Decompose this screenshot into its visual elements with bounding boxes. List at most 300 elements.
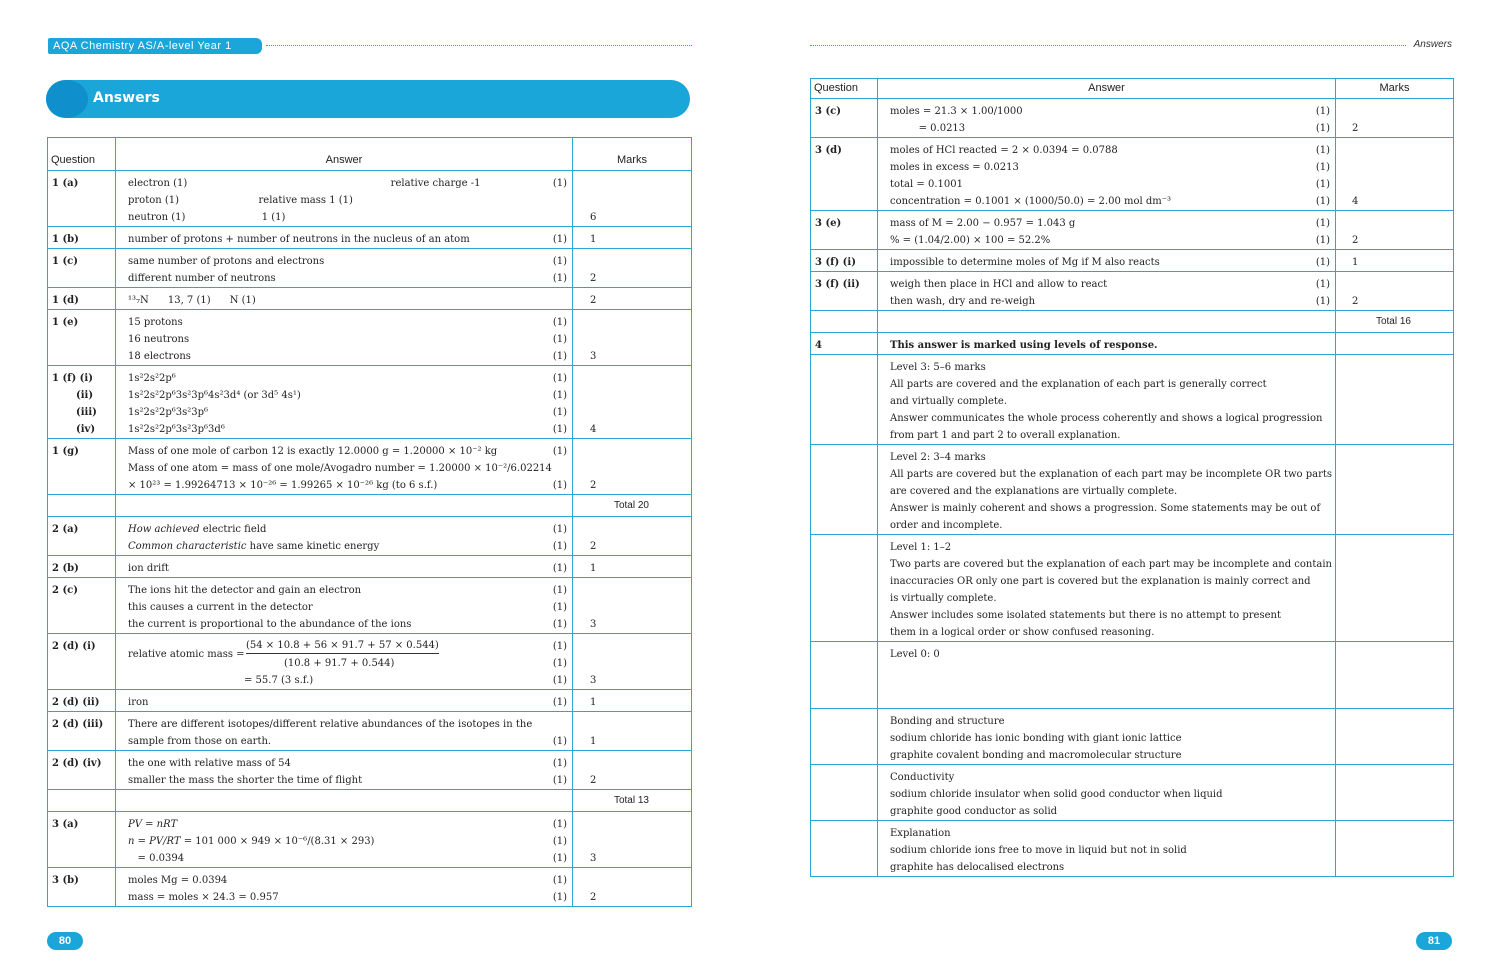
answer-text-body: this causes a current in the detector [128, 602, 313, 613]
header-dotted-rule [266, 45, 692, 46]
answer-cell [116, 171, 573, 227]
table-row [48, 227, 692, 249]
answer-cell [116, 751, 573, 790]
question-cell [811, 333, 878, 355]
marks-value [1336, 337, 1453, 354]
answer-text [890, 176, 963, 193]
question-cell [811, 99, 878, 138]
answer-text-body: Level 2: 3–4 marks [890, 452, 986, 463]
answer-cell [116, 227, 573, 249]
answer-line [116, 331, 572, 348]
answer-text [890, 483, 1177, 500]
mark-allocation: (1) [552, 736, 567, 747]
marks-cell [573, 366, 692, 439]
answer-text-body: electron (1) relative charge -1 [128, 178, 481, 189]
answer-cell [878, 821, 1336, 877]
mark-allocation: (1) [552, 641, 567, 652]
question-cell [811, 765, 878, 821]
answer-text [128, 755, 291, 772]
marks-value [573, 253, 691, 270]
answer-line [116, 443, 572, 460]
answer-text-body: 1s²2s²2p⁶3s²3p⁶3d⁶ [128, 424, 225, 435]
table-row [48, 751, 692, 790]
answer-line [116, 616, 572, 633]
answer-italic: n = PV/RT [128, 836, 181, 847]
answers-table-right [810, 78, 1454, 877]
answer-text [890, 466, 1332, 483]
answer-text [128, 872, 227, 889]
answer-line [878, 786, 1335, 803]
marks-value: 6 [590, 212, 597, 223]
answer-text [128, 231, 470, 248]
answer-text-body: from part 1 and part 2 to overall explanation. [890, 430, 1121, 441]
answer-text [890, 103, 1023, 120]
answer-text-body: Answer includes some isolated statements but there is no attempt to present [890, 610, 1281, 621]
answer-text [890, 786, 1223, 803]
marks-value [573, 599, 691, 616]
marks-value: 2 [1352, 235, 1359, 246]
answer-line [878, 663, 1335, 680]
marks-cell [1336, 535, 1454, 642]
marks-value: 1 [590, 697, 597, 708]
answer-cell [116, 249, 573, 288]
answer-line [116, 889, 572, 906]
question-cell [48, 556, 116, 578]
marks-column-header: Marks [573, 138, 692, 171]
answer-text-body: 15 protons [128, 317, 183, 328]
answer-text [128, 348, 191, 365]
answer-line [116, 582, 572, 599]
mark-allocation: (1) [552, 256, 567, 267]
answer-text-body: sodium chloride ions free to move in liquid but not in solid [890, 845, 1187, 856]
question-cell [48, 812, 116, 868]
mark-allocation: (1) [552, 563, 567, 574]
answer-line [878, 176, 1335, 193]
marks-cell [1336, 642, 1454, 709]
table-row [811, 535, 1454, 642]
answer-line [116, 387, 572, 404]
mark-allocation: (1) [1315, 179, 1330, 190]
question-cell [811, 535, 878, 642]
mark-allocation: (1) [552, 273, 567, 284]
answers-banner [46, 80, 690, 118]
answer-line [878, 680, 1335, 697]
question-number: 1 (b) [52, 234, 79, 245]
answer-line [116, 850, 572, 867]
answer-text [128, 370, 176, 387]
answer-line [116, 231, 572, 248]
marks-cell [1336, 272, 1454, 311]
question-number: 3 (e) [815, 218, 842, 229]
answer-text [890, 500, 1320, 517]
answer-text-body: % = (1.04/2.00) × 100 = 52.2% [890, 235, 1051, 246]
marks-value [573, 638, 691, 655]
answer-text [128, 694, 148, 711]
mark-allocation: (1) [552, 619, 567, 630]
marks-cell [1336, 445, 1454, 535]
answer-line [116, 655, 572, 672]
answer-line [878, 483, 1335, 500]
answer-text-body: Conductivity [890, 772, 955, 783]
answer-text-body: same number of protons and electrons [128, 256, 325, 267]
question-cell [48, 690, 116, 712]
table-row [48, 634, 692, 690]
mark-allocation: (1) [552, 524, 567, 535]
answer-cell [878, 99, 1336, 138]
answer-line [116, 253, 572, 270]
header-dotted-rule [810, 45, 1406, 46]
answer-cell [116, 310, 573, 366]
answer-text [890, 539, 951, 556]
mark-allocation: (1) [552, 334, 567, 345]
mark-allocation: (1) [552, 351, 567, 362]
answer-cell [116, 578, 573, 634]
answer-line [116, 370, 572, 387]
section-title: Answers [93, 90, 160, 106]
answer-line [878, 747, 1335, 764]
answer-cell [878, 272, 1336, 311]
marks-value: 2 [1352, 296, 1359, 307]
marks-value [1336, 159, 1453, 176]
answer-text-body: iron [128, 697, 149, 708]
fraction-denominator: (10.8 + 91.7 + 0.544) [284, 658, 395, 669]
fraction-numerator: (54 × 10.8 + 56 × 91.7 + 57 × 0.544) [246, 638, 439, 654]
answer-line [116, 292, 572, 309]
marks-value: 2 [590, 892, 597, 903]
answer-cell [878, 211, 1336, 250]
marks-cell [1336, 211, 1454, 250]
mark-allocation: (1) [552, 390, 567, 401]
answer-text [128, 460, 552, 477]
marks-value: 3 [590, 619, 597, 630]
marks-value [573, 716, 691, 733]
marks-value [573, 370, 691, 387]
answer-cell [116, 868, 573, 907]
answer-text-body: 1s²2s²2p⁶3s²3p⁶4s²3d⁴ (or 3d⁵ 4s¹) [128, 390, 301, 401]
marks-value [1336, 769, 1453, 786]
answer-text [890, 449, 986, 466]
mark-allocation: (1) [1315, 257, 1330, 268]
question-cell [48, 634, 116, 690]
table-row [48, 812, 692, 868]
running-head: Answers [1413, 39, 1452, 50]
mark-allocation: (1) [552, 407, 567, 418]
question-number: 3 (f) (i) [815, 257, 856, 268]
marks-cell [573, 171, 692, 227]
answer-text-body: There are different isotopes/different relative abundances of the isotopes in the [128, 719, 533, 730]
question-number [815, 539, 877, 556]
answer-line [878, 825, 1335, 842]
answer-text [128, 816, 177, 833]
marks-value [573, 192, 691, 209]
marks-cell [1336, 765, 1454, 821]
answer-text-body: moles of HCl reacted = 2 × 0.0394 = 0.0788 [890, 145, 1118, 156]
answer-text-body: total = 0.1001 [890, 179, 963, 190]
answer-text [890, 825, 951, 842]
marks-cell [1336, 250, 1454, 272]
answer-text-body: them in a logical order or show confused reasoning. [890, 627, 1155, 638]
mark-allocation: (1) [552, 373, 567, 384]
marks-cell [573, 578, 692, 634]
answer-line [878, 103, 1335, 120]
answer-text [890, 215, 1075, 232]
mark-allocation: (1) [552, 446, 567, 457]
mark-allocation: (1) [552, 775, 567, 786]
marks-cell [573, 227, 692, 249]
page-number-right: 81 [1416, 932, 1452, 950]
marks-value: 3 [590, 351, 597, 362]
marks-value [1336, 713, 1453, 730]
marks-cell [573, 288, 692, 310]
answer-text-body: graphite good conductor as solid [890, 806, 1058, 817]
answer-cell [116, 634, 573, 690]
answer-text [128, 772, 362, 789]
answer-text [890, 232, 1050, 249]
answer-text-body: moles = 21.3 × 1.00/1000 [890, 106, 1023, 117]
marks-value [573, 755, 691, 772]
answer-text-body: moles in excess = 0.0213 [890, 162, 1019, 173]
question-subpart: (ii) [76, 390, 94, 401]
answer-text-body: weigh then place in HCl and allow to react [890, 279, 1108, 290]
marks-cell [1336, 709, 1454, 765]
question-number: 1 (c) [52, 256, 78, 267]
answer-column-header: Answer [116, 138, 573, 171]
answer-cell [116, 366, 573, 439]
answer-text [890, 120, 965, 137]
answer-text-body: ion drift [128, 563, 169, 574]
answer-text-body: then wash, dry and re-weigh [890, 296, 1036, 307]
mark-allocation: (1) [1315, 123, 1330, 134]
answer-text [890, 730, 1182, 747]
table-row [811, 642, 1454, 709]
answer-text-body: sodium chloride insulator when solid good conductor when liquid [890, 789, 1223, 800]
answer-line [878, 500, 1335, 517]
answer-cell [116, 439, 573, 495]
answer-text-body: 18 electrons [128, 351, 191, 362]
answer-line [878, 337, 1335, 354]
question-cell [811, 250, 878, 272]
answer-text [890, 590, 997, 607]
question-number: 3 (f) (ii) [815, 279, 860, 290]
mark-allocation: (1) [552, 317, 567, 328]
answer-line [878, 159, 1335, 176]
answer-text-body: and virtually complete. [890, 396, 1007, 407]
question-cell [811, 709, 878, 765]
answer-text-body: are covered and the explanations are virtually complete. [890, 486, 1178, 497]
answer-text-body: impossible to determine moles of Mg if M also reacts [890, 257, 1160, 268]
mark-allocation: (1) [552, 853, 567, 864]
answer-text-body: concentration = 0.1001 × (1000/50.0) = 2.00 mol dm⁻³ [890, 196, 1172, 207]
answer-line [116, 175, 572, 192]
answer-text [128, 314, 183, 331]
answer-line [878, 646, 1335, 663]
marks-cell [573, 310, 692, 366]
answer-line [878, 449, 1335, 466]
answer-text [890, 359, 986, 376]
question-subpart: (iii) [76, 407, 97, 418]
answer-text-body: All parts are covered but the explanation of each part may be incomplete OR two parts [890, 469, 1333, 480]
answer-line [116, 560, 572, 577]
answer-cell [116, 712, 573, 751]
question-cell [811, 272, 878, 311]
answer-text [128, 192, 353, 209]
question-cell [811, 211, 878, 250]
table-row [811, 272, 1454, 311]
marks-value [573, 314, 691, 331]
question-cell [811, 355, 878, 445]
marks-value [1336, 539, 1453, 556]
answer-line [116, 521, 572, 538]
answer-line [878, 232, 1335, 249]
answer-line [878, 590, 1335, 607]
question-number: 2 (d) (iv) [52, 758, 102, 769]
question-cell [48, 310, 116, 366]
answer-text-body: mass = moles × 24.3 = 0.957 [128, 892, 279, 903]
answer-text-body: number of protons + number of neutrons in the nucleus of an atom [128, 234, 470, 245]
answer-text-body: Two parts are covered but the explanation of each part may be incomplete and contain [890, 559, 1332, 570]
right-page [750, 0, 1500, 976]
table-row [811, 99, 1454, 138]
table-row [811, 250, 1454, 272]
answer-text [890, 159, 1019, 176]
table-row [48, 868, 692, 907]
answer-text [128, 889, 279, 906]
table-row [811, 211, 1454, 250]
answer-line [116, 192, 572, 209]
marks-value [1336, 449, 1453, 466]
answer-text [890, 624, 1154, 641]
marks-value [1336, 825, 1453, 842]
marks-value [1336, 359, 1453, 376]
question-cell [48, 868, 116, 907]
answer-line [116, 672, 572, 689]
answer-line [878, 730, 1335, 747]
mark-allocation: (1) [1315, 218, 1330, 229]
question-number [815, 646, 877, 663]
answer-line [116, 348, 572, 365]
table-row [48, 171, 692, 227]
mark-allocation: (1) [552, 541, 567, 552]
answer-text [128, 477, 437, 494]
question-number: 1 (e) [52, 317, 79, 328]
answer-line [878, 410, 1335, 427]
marks-cell [573, 712, 692, 751]
total-marks: Total 13 [573, 790, 692, 812]
answer-cell [116, 495, 573, 517]
answer-line [878, 859, 1335, 876]
fraction-result: = 55.7 (3 s.f.) [244, 675, 314, 686]
marks-cell [1336, 355, 1454, 445]
answer-text-body: The ions hit the detector and gain an electron [128, 585, 362, 596]
marks-value: 1 [590, 563, 597, 574]
answer-text-body: is virtually complete. [890, 593, 997, 604]
answer-text [890, 803, 1057, 820]
answer-text-body: inaccuracies OR only one part is covered but the explanation is mainly correct and [890, 576, 1311, 587]
answer-line [878, 573, 1335, 590]
marks-cell [573, 517, 692, 556]
table-row [48, 712, 692, 751]
answer-italic: How achieved [128, 524, 200, 535]
table-row [48, 578, 692, 634]
answer-text-body: the one with relative mass of 54 [128, 758, 291, 769]
mark-allocation: (1) [552, 836, 567, 847]
marks-value [573, 387, 691, 404]
answer-text [890, 393, 1007, 410]
question-number [815, 713, 877, 730]
answer-line [878, 539, 1335, 556]
answer-line [878, 556, 1335, 573]
mark-allocation: (1) [552, 178, 567, 189]
marks-cell [573, 249, 692, 288]
mark-allocation: (1) [552, 585, 567, 596]
question-number: 3 (d) [815, 145, 842, 156]
answer-line [116, 477, 572, 494]
answer-line [878, 517, 1335, 534]
mark-allocation: (1) [552, 675, 567, 686]
marks-value: 2 [590, 273, 597, 284]
answer-text-body: Level 0: 0 [890, 649, 940, 660]
question-cell [48, 751, 116, 790]
answer-cell [878, 138, 1336, 211]
answer-cell [878, 535, 1336, 642]
mark-allocation: (1) [1315, 106, 1330, 117]
answer-column-header: Answer [878, 79, 1336, 99]
answer-line [116, 755, 572, 772]
answer-italic: PV = nRT [128, 819, 178, 830]
answer-text-body: smaller the mass the shorter the time of flight [128, 775, 363, 786]
mark-allocation: (1) [1315, 296, 1330, 307]
answer-text [128, 175, 481, 192]
marks-value [573, 655, 691, 672]
question-cell [48, 249, 116, 288]
answer-text [890, 769, 954, 786]
answer-line [116, 421, 572, 438]
answer-line [878, 803, 1335, 820]
question-cell [811, 311, 878, 333]
answer-text [890, 607, 1281, 624]
answer-cell [878, 333, 1336, 355]
answer-line [116, 772, 572, 789]
question-column-header: Question [811, 79, 878, 99]
table-row [811, 138, 1454, 211]
question-number: 2 (d) (ii) [52, 697, 100, 708]
answer-text-body: 1s²2s²2p⁶ [128, 373, 176, 384]
marks-value: 2 [590, 775, 597, 786]
answer-text [128, 421, 225, 438]
answer-cell [878, 765, 1336, 821]
question-number: 1 (f) (i) [52, 373, 93, 384]
answer-cell [116, 517, 573, 556]
answer-line [878, 254, 1335, 271]
answer-line [116, 872, 572, 889]
question-number: 2 (b) [52, 563, 79, 574]
answer-text [890, 427, 1120, 444]
marks-value: 3 [590, 853, 597, 864]
marks-value: 2 [590, 480, 597, 491]
answer-text-body: order and incomplete. [890, 520, 1003, 531]
answer-text [128, 850, 184, 867]
mark-allocation: (1) [552, 602, 567, 613]
book-title-label: AQA Chemistry AS/A-level Year 1 [48, 38, 262, 54]
mark-allocation: (1) [552, 758, 567, 769]
question-cell [48, 790, 116, 812]
marks-value [573, 331, 691, 348]
answer-cell [116, 288, 573, 310]
answer-text [890, 713, 1005, 730]
question-cell [811, 138, 878, 211]
answer-text [128, 599, 313, 616]
answer-line [116, 638, 572, 660]
